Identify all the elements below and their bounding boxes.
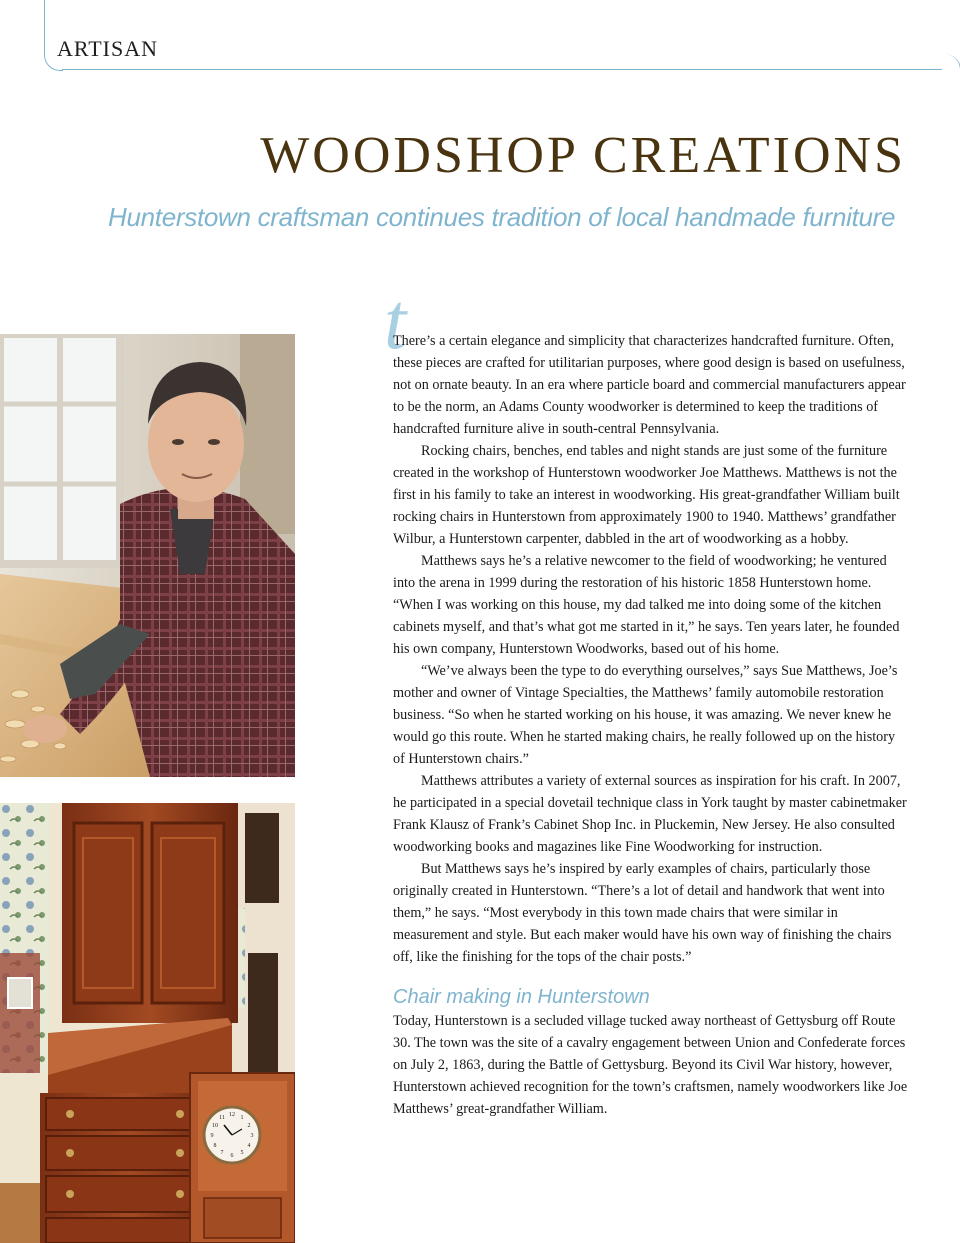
clock-numeral-5: 5: [240, 1150, 244, 1156]
clock-numeral-11: 11: [219, 1115, 225, 1121]
paragraph-6: But Matthews says he’s inspired by early examples of chairs, particularly those originally created in Hunterstown. “There’s a lot of detail and handwork that went into them,” he says. “Most everybody in this town made chairs that were similar in measurement and style. But each maker would have his own way of finishing the chairs off, like the finishing for the tops of the chair posts.”: [393, 861, 892, 965]
clock-numeral-10: 10: [212, 1123, 218, 1129]
clock-numeral-3: 3: [250, 1133, 254, 1139]
frame-line-top: [62, 69, 942, 70]
clock-numeral-7: 7: [220, 1150, 224, 1156]
article-body: [393, 330, 908, 1120]
clock-numeral-2: 2: [247, 1123, 251, 1129]
article-title: WOODSHOP CREATIONS: [260, 127, 906, 184]
drop-cap: t: [384, 278, 407, 366]
section-label: ARTISAN: [57, 36, 159, 61]
paragraph-2: Rocking chairs, benches, end tables and night stands are just some of the furniture created in the workshop of Hunterstown woodworker Joe Matthews. Matthews is not the first in his family to take an interest in woodworking. His great-grandfather William built rocking chairs in Hunterstown from approximately 1900 to 1940. Matthews’ grandfather Wilbur, a Hunterstown carpenter, dabbled in the art of woodworking as a hobby.: [393, 443, 900, 547]
clock-numeral-6: 6: [230, 1153, 234, 1159]
photo-furniture: [0, 803, 295, 1243]
clock-numeral-9: 9: [210, 1133, 214, 1139]
article-subtitle: Hunterstown craftsman continues tradition of local handmade furniture: [108, 202, 896, 232]
clock-numeral-12: 12: [229, 1112, 235, 1118]
paragraph-5: Matthews attributes a variety of external sources as inspiration for his craft. In 2007, he participated in a special dovetail technique class in York taught by master cabinetmaker Frank Klausz of Frank’s Cabinet Shop Inc. in Pluckemin, New Jersey. He also consulted woodworking books and magazines like Fine Woodworking for instruction.: [393, 773, 907, 855]
paragraph-3: Matthews says he’s a relative newcomer to the field of woodworking; he ventured into the arena in 1999 during the restoration of his historic 1858 Hunterstown home. “When I was working on this house, my dad talked me into doing some of the kitchen cabinets myself, and that’s what got me started in it,” he says. Ten years later, he founded his own company, Hunterstown Woodworks, based out of his home.: [393, 553, 900, 657]
subsection-paragraph: Today, Hunterstown is a secluded village tucked away northeast of Gettysburg off Route 30. The town was the site of a cavalry engagement between Union and Confederate forces on July 2, 1863, during the Battle of Gettysburg. Beyond its Civil War history, however, Hunterstown achieved recognition for the town’s craftsmen, namely woodworkers like Joe Matthews’ great-grandfather William.: [393, 1013, 908, 1117]
frame-corner-right: [942, 54, 960, 70]
photo-craftsman: [0, 334, 295, 777]
clock-numeral-4: 4: [247, 1143, 251, 1149]
paragraph-4: “We’ve always been the type to do everything ourselves,” says Sue Matthews, Joe’s mother and owner of Vintage Specialties, the Matthews’ family automobile restoration business. “So when he started working on his house, it was amazing. We never knew he would go this route. When he started making chairs, he really followed up on the history of Hunterstown chairs.”: [393, 663, 898, 767]
subsection-heading: Chair making in Hunterstown: [393, 986, 650, 1008]
paragraph-1: There’s a certain elegance and simplicity that characterizes handcrafted furniture. Often, these pieces are crafted for utilitarian purposes, where good design is based on usefulness, not on ornate beauty. In an era where particle board and commercial manufacturers appear to be the norm, an Adams County woodworker is determined to keep the traditions of handcrafted furniture alive in south-central Pennsylvania.: [393, 333, 906, 437]
clock-numeral-8: 8: [213, 1143, 217, 1149]
clock-numeral-1: 1: [240, 1115, 244, 1121]
